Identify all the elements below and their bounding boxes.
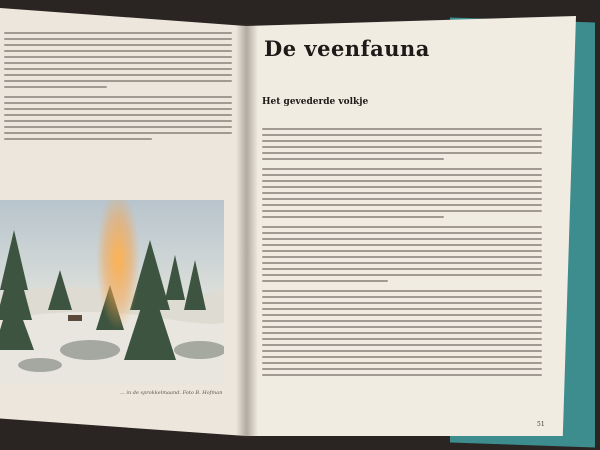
text-line bbox=[262, 140, 542, 142]
text-line bbox=[4, 68, 232, 70]
text-line bbox=[262, 226, 542, 228]
text-line bbox=[262, 250, 542, 252]
text-line bbox=[262, 314, 542, 316]
text-line bbox=[4, 56, 232, 58]
text-line bbox=[4, 126, 232, 128]
text-line bbox=[262, 238, 542, 240]
text-line bbox=[262, 192, 542, 194]
text-line bbox=[4, 44, 232, 46]
winter-landscape-photo bbox=[0, 200, 224, 385]
text-line bbox=[4, 80, 232, 82]
text-line bbox=[262, 128, 542, 130]
text-line bbox=[262, 362, 542, 364]
photo-caption: ... in de sprokkelmaand. Foto B. Hofman bbox=[120, 390, 223, 396]
text-line bbox=[262, 296, 542, 298]
text-line bbox=[4, 32, 232, 34]
text-line bbox=[262, 174, 542, 176]
text-line bbox=[4, 62, 232, 64]
text-line bbox=[4, 138, 152, 140]
text-line bbox=[262, 134, 542, 136]
text-line bbox=[262, 256, 542, 258]
text-line bbox=[262, 180, 542, 182]
text-line bbox=[262, 350, 542, 352]
text-line bbox=[4, 102, 232, 104]
text-line bbox=[262, 198, 542, 200]
text-line bbox=[262, 146, 542, 148]
text-line bbox=[4, 108, 232, 110]
text-line bbox=[262, 244, 542, 246]
text-line bbox=[262, 210, 542, 212]
text-line bbox=[262, 326, 542, 328]
winter-landscape-illustration bbox=[0, 200, 224, 385]
text-line bbox=[262, 168, 542, 170]
text-line bbox=[4, 50, 232, 52]
text-line bbox=[4, 132, 232, 134]
text-line bbox=[262, 356, 542, 358]
text-line bbox=[4, 120, 232, 122]
text-line bbox=[262, 308, 542, 310]
text-line bbox=[4, 74, 232, 76]
text-line bbox=[262, 290, 542, 292]
left-page-text-block bbox=[4, 32, 232, 148]
text-line bbox=[262, 280, 388, 282]
page-number: 51 bbox=[537, 421, 545, 428]
text-line bbox=[4, 96, 232, 98]
text-line bbox=[4, 114, 232, 116]
chapter-title: De veenfauna bbox=[264, 36, 430, 61]
text-line bbox=[262, 338, 542, 340]
text-line bbox=[262, 274, 542, 276]
book-gutter bbox=[236, 24, 258, 438]
right-page-text-block bbox=[262, 128, 542, 380]
text-line bbox=[262, 344, 542, 346]
text-line bbox=[4, 38, 232, 40]
text-line bbox=[262, 332, 542, 334]
deer-figure bbox=[68, 315, 82, 321]
text-line bbox=[4, 86, 107, 88]
text-line bbox=[262, 158, 444, 160]
text-line bbox=[262, 186, 542, 188]
text-line bbox=[262, 374, 542, 376]
text-line bbox=[262, 320, 542, 322]
text-line bbox=[262, 232, 542, 234]
section-heading: Het gevederde volkje bbox=[262, 97, 369, 107]
text-line bbox=[262, 262, 542, 264]
text-line bbox=[262, 302, 542, 304]
text-line bbox=[262, 216, 444, 218]
text-line bbox=[262, 368, 542, 370]
text-line bbox=[262, 152, 542, 154]
text-line bbox=[262, 204, 542, 206]
text-line bbox=[262, 268, 542, 270]
